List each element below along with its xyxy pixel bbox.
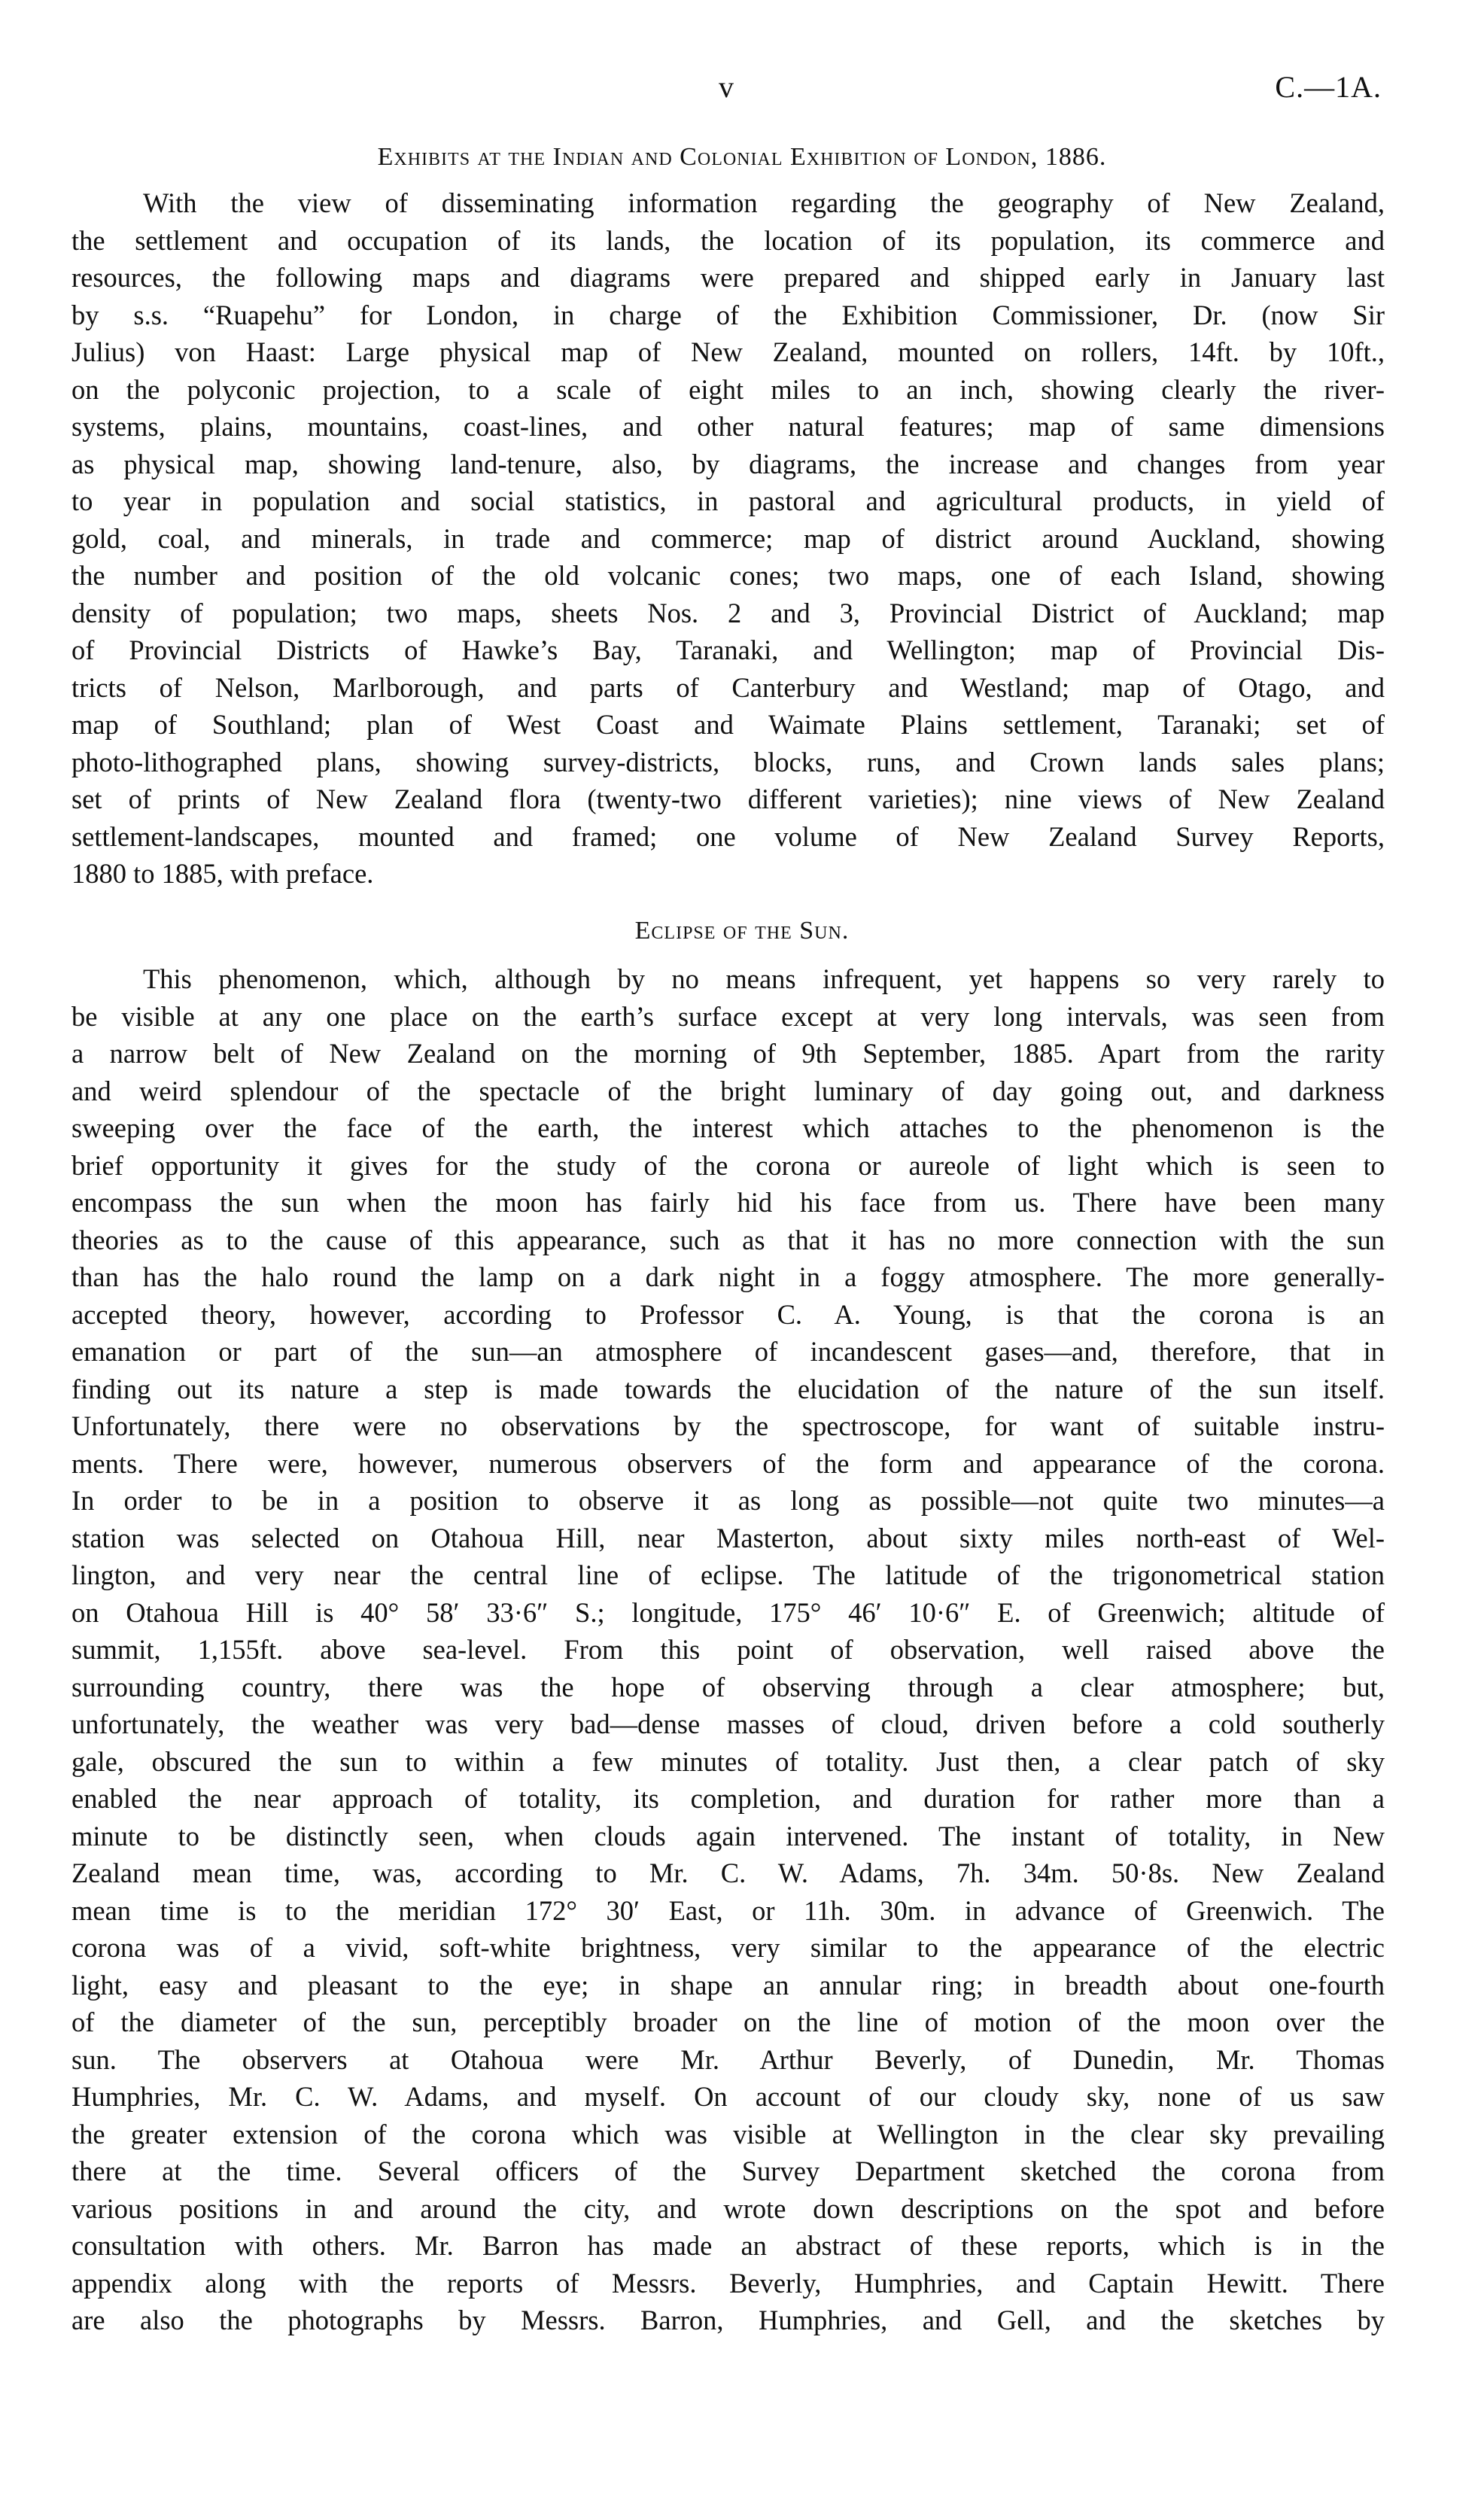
text-line: corona was of a vivid, soft-white brightness, very similar to the appearance of the electric: [71, 1932, 1385, 1963]
text-line: to year in population and social statistics, in pastoral and agricultural products, in yield of: [71, 485, 1385, 516]
text-line: consultation with others. Mr. Barron has made an abstract of these reports, which is in the: [71, 2230, 1385, 2261]
text-line: appendix along with the reports of Messrs. Beverly, Humphries, and Captain Hewitt. There: [71, 2267, 1385, 2299]
text-line: summit, 1,155ft. above sea-level. From this point of observation, well raised above the: [71, 1634, 1385, 1665]
text-line: unfortunately, the weather was very bad—dense masses of cloud, driven before a cold southerly: [71, 1708, 1385, 1739]
text-line: emanation or part of the sun—an atmosphere of incandescent gases—and, therefore, that in: [71, 1336, 1385, 1367]
text-line: by s.s. “Ruapehu” for London, in charge of the Exhibition Commissioner, Dr. (now Sir: [71, 299, 1385, 330]
text-line: This phenomenon, which, although by no means infrequent, yet happens so very rarely to: [143, 963, 1385, 994]
text-line: Humphries, Mr. C. W. Adams, and myself. On account of our cloudy sky, none of us saw: [71, 2081, 1385, 2112]
text-line: density of population; two maps, sheets Nos. 2 and 3, Provincial District of Auckland; map: [71, 597, 1385, 628]
text-line: In order to be in a position to observe it as long as possible—not quite two minutes—a: [71, 1485, 1385, 1516]
text-line: enabled the near approach of totality, its completion, and duration for rather more than a: [71, 1783, 1385, 1814]
text-line: and weird splendour of the spectacle of the bright luminary of day going out, and darkness: [71, 1075, 1385, 1106]
paragraph-exhibits: [71, 184, 1385, 893]
text-line: gale, obscured the sun to within a few minutes of totality. Just then, a clear patch of sky: [71, 1745, 1385, 1777]
text-line: sweeping over the face of the earth, the interest which attaches to the phenomenon is the: [71, 1112, 1385, 1143]
text-line: accepted theory, however, according to Professor C. A. Young, is that the corona is an: [71, 1298, 1385, 1330]
text-line: systems, plains, mountains, coast-lines, and other natural features; map of same dimensions: [71, 411, 1385, 442]
text-line: theories as to the cause of this appearance, such as that it has no more connection with the sun: [71, 1224, 1385, 1255]
page-header: [0, 69, 1484, 107]
text-line: sun. The observers at Otahoua were Mr. Arthur Beverly, of Dunedin, Mr. Thomas: [71, 2043, 1385, 2075]
text-line: set of prints of New Zealand flora (twenty-two different varieties); nine views of New Zealand: [71, 783, 1385, 814]
text-line: gold, coal, and minerals, in trade and commerce; map of district around Auckland, showing: [71, 522, 1385, 554]
text-line: Zealand mean time, was, according to Mr. C. W. Adams, 7h. 34m. 50·8s. New Zealand: [71, 1858, 1385, 1888]
text-line: map of Southland; plan of West Coast and Waimate Plains settlement, Taranaki; set of: [71, 709, 1385, 740]
text-line: station was selected on Otahoua Hill, near Masterton, about sixty miles north-east of Wel-: [71, 1522, 1385, 1553]
page-number: v: [719, 70, 734, 104]
paragraph-eclipse: [71, 960, 1385, 2339]
text-line: encompass the sun when the moon has fairly hid his face from us. There have been many: [71, 1187, 1385, 1218]
text-line: minute to be distinctly seen, when clouds again intervened. The instant of totality, in New: [71, 1820, 1385, 1851]
text-line: on Otahoua Hill is 40° 58′ 33·6″ S.; longitude, 175° 46′ 10·6″ E. of Greenwich; altitude of: [71, 1596, 1385, 1628]
text-line: ments. There were, however, numerous observers of the form and appearance of the corona.: [71, 1447, 1385, 1479]
text-line: a narrow belt of New Zealand on the morning of 9th September, 1885. Apart from the rarity: [71, 1038, 1385, 1069]
section-heading-eclipse: Eclipse of the Sun.: [634, 917, 850, 945]
text-line: are also the photographs by Messrs. Barron, Humphries, and Gell, and the sketches by: [71, 2305, 1385, 2335]
text-line: there at the time. Several officers of the Survey Department sketched the corona from: [71, 2156, 1385, 2186]
text-line: the number and position of the old volcanic cones; two maps, one of each Island, showing: [71, 560, 1385, 591]
text-line: settlement-landscapes, mounted and framed; one volume of New Zealand Survey Reports,: [71, 820, 1385, 852]
section-heading-exhibits: Exhibits at the Indian and Colonial Exhibition of London, 1886.: [377, 143, 1107, 171]
text-line: of Provincial Districts of Hawke’s Bay, Taranaki, and Wellington; map of Provincial Dis-: [71, 634, 1385, 665]
text-line: Julius) von Haast: Large physical map of New Zealand, mounted on rollers, 14ft. by 10ft.,: [71, 336, 1385, 367]
text-line: photo-lithographed plans, showing survey-districts, blocks, runs, and Crown lands sales plans;: [71, 746, 1385, 777]
text-line: the greater extension of the corona which was visible at Wellington in the clear sky prevailing: [71, 2118, 1385, 2150]
text-line: brief opportunity it gives for the study of the corona or aureole of light which is seen to: [71, 1149, 1385, 1181]
text-line: Unfortunately, there were no observations by the spectroscope, for want of suitable instru-: [71, 1410, 1385, 1441]
text-line: resources, the following maps and diagrams were prepared and shipped early in January last: [71, 262, 1385, 293]
text-line: the settlement and occupation of its lands, the location of its population, its commerce and: [71, 224, 1385, 256]
text-line: be visible at any one place on the earth’s surface except at very long intervals, was seen from: [71, 1000, 1385, 1032]
text-line: than has the halo round the lamp on a dark night in a foggy atmosphere. The more generally-: [71, 1261, 1385, 1292]
text-line: as physical map, showing land-tenure, also, by diagrams, the increase and changes from year: [71, 448, 1385, 479]
text-line: on the polyconic projection, to a scale of eight miles to an inch, showing clearly the river-: [71, 373, 1385, 405]
text-line: lington, and very near the central line of eclipse. The latitude of the trigonometrical station: [71, 1559, 1385, 1590]
text-line: surrounding country, there was the hope of observing through a clear atmosphere; but,: [71, 1671, 1385, 1702]
text-line: 1880 to 1885, with preface.: [71, 858, 374, 889]
text-line: With the view of disseminating information regarding the geography of New Zealand,: [143, 187, 1385, 218]
text-line: finding out its nature a step is made towards the elucidation of the nature of the sun itself.: [71, 1373, 1385, 1404]
text-line: mean time is to the meridian 172° 30′ East, or 11h. 30m. in advance of Greenwich. The: [71, 1894, 1385, 1926]
text-line: of the diameter of the sun, perceptibly broader on the line of motion of the moon over the: [71, 2007, 1385, 2037]
document-reference: C.—1A.: [1275, 70, 1382, 104]
text-line: light, easy and pleasant to the eye; in shape an annular ring; in breadth about one-fourth: [71, 1969, 1385, 2001]
text-line: tricts of Nelson, Marlborough, and parts of Canterbury and Westland; map of Otago, and: [71, 671, 1385, 703]
text-line: various positions in and around the city, and wrote down descriptions on the spot and before: [71, 2192, 1385, 2224]
